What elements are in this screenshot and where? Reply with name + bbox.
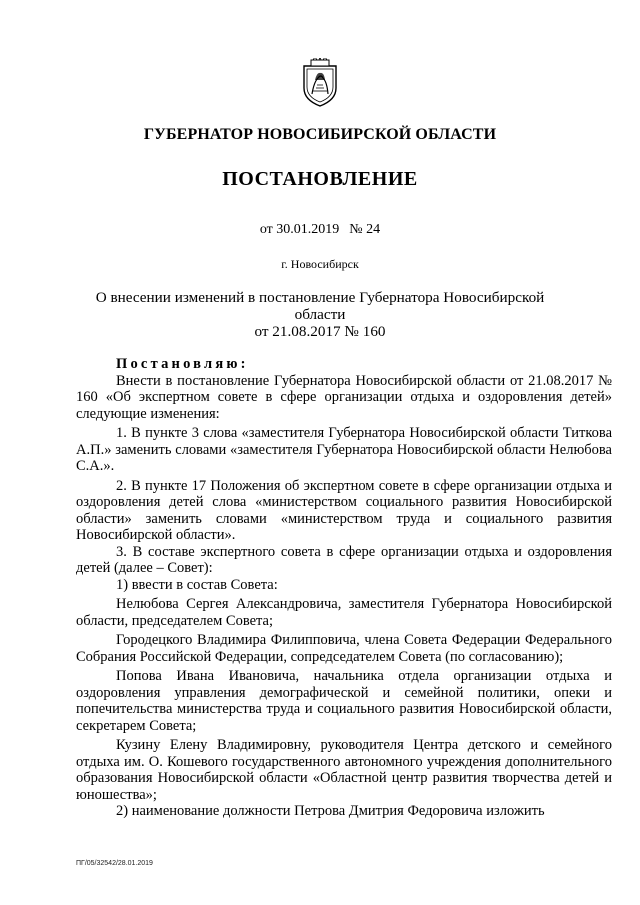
- coat-of-arms-icon: [301, 58, 339, 108]
- paragraph-member-kuzina: Кузину Елену Владимировну, руководителя Центра детского и семейного отдыха им. О. Кошевого государственного автономного учреждения дополнительного образования Новосибирской области «Областной центр развития творчества детей и юношества»;: [76, 737, 612, 803]
- paragraph-member-nelyubov: Нелюбова Сергея Александровича, заместителя Губернатора Новосибирской области, председателем Совета;: [76, 596, 612, 629]
- paragraph-intro: Внести в постановление Губернатора Новосибирской области от 21.08.2017 № 160 «Об экспертном совете в сфере организации отдыха и оздоровления детей» следующие изменения:: [76, 372, 612, 422]
- authority-title: ГУБЕРНАТОР НОВОСИБИРСКОЙ ОБЛАСТИ: [143, 126, 497, 143]
- document-subject: [70, 289, 570, 340]
- document-date: от 30.01.2019: [259, 222, 340, 237]
- subject-line-2: от 21.08.2017 № 160: [254, 323, 386, 340]
- subject-line-1: О внесении изменений в постановление Губернатора Новосибирской области: [95, 289, 545, 323]
- paragraph-member-gorodetsky: Городецкого Владимира Филипповича, члена Совета Федерации Федерального Собрания Российской Федерации, сопредседателем Совета (по согласованию);: [76, 632, 612, 665]
- document-date-line: [60, 222, 580, 238]
- footer-code: ПГ/05/32542/28.01.2019: [76, 860, 153, 867]
- paragraph-subitem-1: 1) ввести в состав Совета:: [116, 576, 278, 593]
- paragraph-subitem-2: 2) наименование должности Петрова Дмитрия Федоровича изложить: [116, 803, 545, 819]
- document-number: № 24: [349, 222, 381, 237]
- paragraph-item-3: 3. В составе экспертного совета в сфере организации отдыха и оздоровления детей (далее – Совет):: [76, 543, 612, 576]
- decree-word: Постановляю:: [116, 356, 249, 372]
- paragraph-item-1: 1. В пункте 3 слова «заместителя Губернатора Новосибирской области Титкова А.П.» заменить словами «заместителя Губернатора Новосибирской области Нелюбова С.А.».: [76, 425, 612, 474]
- document-body: [76, 356, 612, 820]
- paragraph-member-popov: Попова Ивана Ивановича, начальника отдела организации отдыха и оздоровления управления демографической и семейной политики, опеки и попечительства министерства труда и социального развития Новосибирской области, секретарем Совета;: [76, 668, 612, 734]
- document-city: г. Новосибирск: [281, 257, 359, 271]
- paragraph-item-2: 2. В пункте 17 Положения об экспертном совете в сфере организации отдыха и оздоровления детей слова «министерством социального развития Новосибирской области» заменить словами «министерством труда и социального развития Новосибирской области».: [76, 477, 612, 543]
- document-type: ПОСТАНОВЛЕНИЕ: [222, 168, 418, 190]
